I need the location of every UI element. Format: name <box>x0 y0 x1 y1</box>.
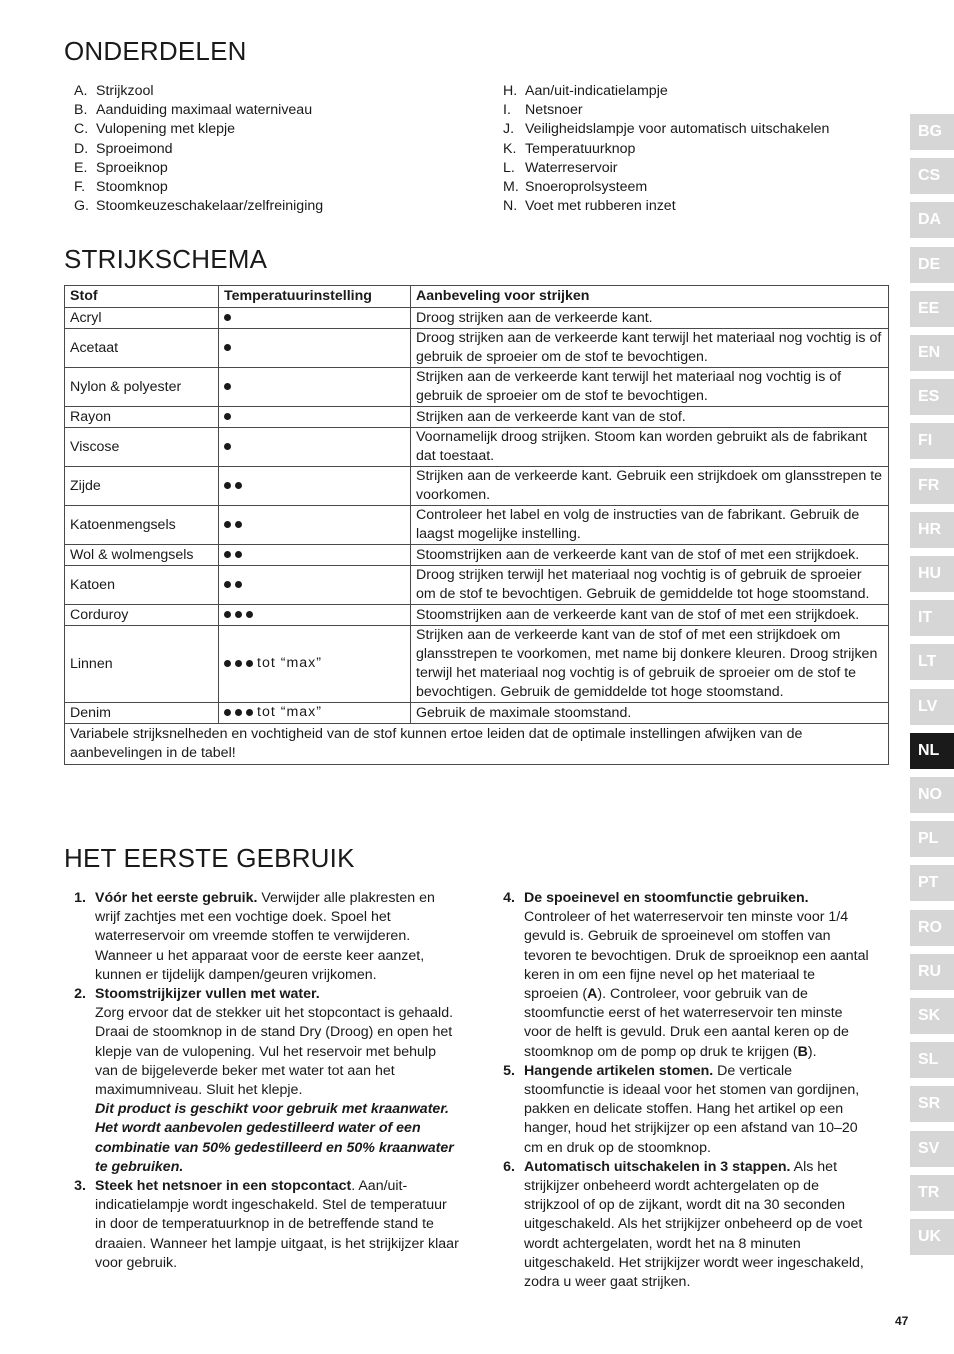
temperature-dot-icon <box>224 709 231 716</box>
parts-list-item <box>503 159 829 178</box>
temperature-cell <box>219 407 411 428</box>
temperature-dot-icon <box>235 709 242 716</box>
fabric-cell: Katoen <box>65 566 219 605</box>
table-row <box>65 329 889 368</box>
language-tab-sr[interactable]: SR <box>910 1086 954 1122</box>
language-tab-sv[interactable]: SV <box>910 1131 954 1167</box>
language-tab-cs[interactable]: CS <box>910 158 954 194</box>
step-body <box>95 889 459 985</box>
step-heading: Steek het netsnoer in een stopcontact <box>95 1178 352 1195</box>
language-tab-en[interactable]: EN <box>910 335 954 371</box>
step-number: 2. <box>74 986 86 1003</box>
language-tab-lt[interactable]: LT <box>910 644 954 680</box>
language-tab-lv[interactable]: LV <box>910 689 954 725</box>
table-row <box>65 703 889 724</box>
temperature-dot-icon <box>224 551 231 558</box>
header-advice: Aanbeveling voor strijken <box>411 286 889 308</box>
step-text: Als het strijkijzer onbeheerd wordt achtergelaten op de strijkzool of op de zijkant, wordt dit na 30 seconden uitgeschakeld. Als het strijkijzer onbeheerd op de voet wordt achtergelaten, wordt het na 8 minuten uitgeschakeld. Het strijkijzer wordt weer ingeschakeld, zodra u weer gaat strijken. <box>524 1158 864 1291</box>
language-tab-da[interactable]: DA <box>910 202 954 238</box>
temperature-dot-icon <box>235 611 242 618</box>
advice-cell: Stoomstrijken aan de verkeerde kant van de stof of met een strijkdoek. <box>411 605 889 626</box>
temperature-dot-icon <box>224 482 231 489</box>
table-row <box>65 407 889 428</box>
language-tab-tr[interactable]: TR <box>910 1175 954 1211</box>
parts-list-item <box>74 178 323 197</box>
instruction-step <box>493 1158 873 1292</box>
temperature-cell <box>219 566 411 605</box>
table-footnote: Variabele strijksnelheden en vochtigheid van de stof kunnen ertoe leiden dat de optimale instellingen afwijken van de aanbevelingen in de tabel! <box>65 724 889 765</box>
temperature-cell <box>219 308 411 329</box>
instruction-step <box>493 1062 873 1158</box>
language-tab-hu[interactable]: HU <box>910 556 954 592</box>
table-row <box>65 566 889 605</box>
part-name: Aanduiding maximaal waterniveau <box>96 102 313 119</box>
fabric-cell: Acryl <box>65 308 219 329</box>
part-name: Strijkzool <box>96 83 154 99</box>
step-number: 6. <box>503 1158 515 1175</box>
part-name: Temperatuurknop <box>525 140 636 157</box>
temperature-dot-icon <box>235 482 242 489</box>
part-name: Waterreservoir <box>525 159 618 176</box>
parts-list-item <box>74 101 323 120</box>
temperature-dot-icon <box>235 660 242 667</box>
step-text: Controleer of het waterreservoir ten minste voor 1/4 gevuld is. Gebruik de sproeinevel om stoffen van tevoren te bevochtigen. Druk de sproeiknop een aantal keren in om een fijne nevel op het materiaal te sproeien ( <box>524 909 869 1003</box>
parts-list-item <box>503 101 829 120</box>
fabric-cell: Viscose <box>65 428 219 467</box>
advice-cell: Droog strijken terwijl het materiaal nog vochtig is of gebruik de sproeier om de stof te bevochtigen. Gebruik de gemiddelde tot hoge stoomstand. <box>411 566 889 605</box>
temperature-dot-icon <box>224 581 231 588</box>
temperature-dot-icon <box>224 660 231 667</box>
parts-list-item <box>503 197 829 216</box>
parts-list-right <box>503 82 829 216</box>
parts-list-item <box>503 178 829 197</box>
part-name: Sproeimond <box>96 140 173 157</box>
part-name: Snoeroprolsysteem <box>525 179 648 196</box>
language-tab-bg[interactable]: BG <box>910 114 954 150</box>
table-row <box>65 545 889 566</box>
language-tab-sk[interactable]: SK <box>910 998 954 1034</box>
temperature-dot-icon <box>235 521 242 528</box>
temperature-cell <box>219 626 411 703</box>
parts-list-item <box>74 197 323 216</box>
step-text: ). <box>807 1043 817 1060</box>
part-name: Vulopening met klepje <box>96 121 236 138</box>
steps-right-column <box>493 889 873 1292</box>
step-number: 4. <box>503 890 515 906</box>
step-body <box>524 1062 873 1158</box>
temperature-cell <box>219 368 411 407</box>
steps-left-column <box>64 889 459 1273</box>
step-text: De verticale stoomfunctie is ideaal voor het stomen van gordijnen, pakken en delicate stoffen. Hang het artikel op een hanger, houd het strijkijzer op een afstand van 10–20 cm en druk op de stoomknop. <box>524 1062 860 1156</box>
language-tab-fi[interactable]: FI <box>910 423 954 459</box>
advice-cell: Strijken aan de verkeerde kant terwijl het materiaal nog vochtig is of gebruik de sproeier om de stof te bevochtigen. <box>411 368 889 407</box>
fabric-cell: Nylon & polyester <box>65 368 219 407</box>
step-body <box>524 889 873 1062</box>
step-text: Zorg ervoor dat de stekker uit het stopcontact is gehaald. Draai de stoomknop in de stand Dry (Droog) en open het klepje van de vulopening. Vul het reservoir met behulp van de bijgeleverde beker met water tot aan het maximumniveau. Sluit het klepje. <box>95 1005 454 1099</box>
fabric-cell: Denim <box>65 703 219 724</box>
header-temperature: Temperatuurinstelling <box>219 286 411 308</box>
advice-cell: Controleer het label en volg de instructies van de fabrikant. Gebruik de laagst mogelijke instelling. <box>411 506 889 545</box>
advice-cell: Strijken aan de verkeerde kant van de stof of met een strijkdoek om glansstrepen te voorkomen, met name bij donkere kleuren. Droog strijken terwijl het materiaal nog vochtig is of gebruik de sproeier om de stof te bevochtigen. Gebruik de gemiddelde tot hoge stoomstand. <box>411 626 889 703</box>
temperature-dot-icon <box>235 581 242 588</box>
temperature-dot-icon <box>246 709 253 716</box>
part-letter: M. <box>503 179 519 196</box>
table-row <box>65 467 889 506</box>
instruction-step <box>493 889 873 1062</box>
language-tab-de[interactable]: DE <box>910 247 954 283</box>
fabric-cell: Linnen <box>65 626 219 703</box>
language-tab-ru[interactable]: RU <box>910 954 954 990</box>
language-tab-no[interactable]: NO <box>910 777 954 813</box>
temperature-dot-icon <box>224 413 231 420</box>
table-row <box>65 506 889 545</box>
temperature-cell <box>219 329 411 368</box>
step-heading: Automatisch uitschakelen in 3 stappen. <box>524 1158 791 1175</box>
part-reference-a: A <box>587 986 598 1003</box>
part-letter: G. <box>74 198 89 215</box>
ironing-schema-table <box>64 285 889 765</box>
temperature-dot-icon <box>224 521 231 528</box>
temperature-dot-icon <box>224 443 231 450</box>
part-letter: B. <box>74 102 88 119</box>
step-note: Dit product is geschikt voor gebruik met kraanwater. Het wordt aanbevolen gedestilleerd water of een combinatie van 50% gedestilleerd en 50% kraanwater te gebruiken. <box>95 1101 454 1175</box>
temperature-dot-icon <box>235 551 242 558</box>
step-body <box>95 1177 459 1273</box>
instruction-step <box>64 1177 459 1273</box>
temperature-dot-icon <box>246 660 253 667</box>
table-row <box>65 368 889 407</box>
temperature-cell <box>219 605 411 626</box>
language-tab-fr[interactable]: FR <box>910 468 954 504</box>
language-tab-pl[interactable]: PL <box>910 821 954 857</box>
table-row <box>65 605 889 626</box>
temperature-max-label: tot “max” <box>257 655 322 672</box>
part-name: Sproeiknop <box>96 159 168 176</box>
language-tab-it[interactable]: IT <box>910 600 954 636</box>
parts-list-item <box>503 120 829 139</box>
language-tab-sl[interactable]: SL <box>910 1042 954 1078</box>
fabric-cell: Katoenmengsels <box>65 506 219 545</box>
part-name: Veiligheidslampje voor automatisch uitschakelen <box>525 121 830 138</box>
parts-list-item <box>503 82 829 101</box>
instruction-step <box>64 889 459 985</box>
part-letter: H. <box>503 83 518 99</box>
fabric-cell: Acetaat <box>65 329 219 368</box>
fabric-cell: Zijde <box>65 467 219 506</box>
temperature-dot-icon <box>224 383 231 390</box>
advice-cell: Gebruik de maximale stoomstand. <box>411 703 889 724</box>
advice-cell: Strijken aan de verkeerde kant. Gebruik een strijkdoek om glansstrepen te voorkomen. <box>411 467 889 506</box>
fabric-cell: Rayon <box>65 407 219 428</box>
part-letter: E. <box>74 159 88 176</box>
part-reference-b: B <box>797 1043 808 1060</box>
parts-list-item <box>74 82 323 101</box>
step-heading: De spoeinevel en stoomfunctie gebruiken. <box>524 890 809 906</box>
parts-title: ONDERDELEN <box>64 36 247 66</box>
page-number: 47 <box>895 1314 909 1328</box>
step-heading: Stoomstrijkijzer vullen met water. <box>95 986 320 1003</box>
step-body <box>95 985 459 1177</box>
part-letter: N. <box>503 198 518 215</box>
step-number: 5. <box>503 1062 515 1079</box>
temperature-cell <box>219 428 411 467</box>
temperature-dot-icon <box>246 611 253 618</box>
advice-cell: Droog strijken aan de verkeerde kant terwijl het materiaal nog vochtig is of gebruik de sproeier om de stof te bevochtigen. <box>411 329 889 368</box>
part-name: Aan/uit-indicatielampje <box>525 83 668 99</box>
parts-list-item <box>503 140 829 159</box>
step-heading: Hangende artikelen stomen. <box>524 1062 714 1079</box>
schema-title: STRIJKSCHEMA <box>64 244 268 274</box>
step-text: . Aan/uit-indicatielampje wordt ingeschakeld. Stel de temperatuur in door de temperatuurknop in de betreffende stand te draaien. Wanneer het lampje uitgaat, is het strijkijzer klaar voor gebruik. <box>95 1178 459 1271</box>
advice-cell: Voornamelijk droog strijken. Stoom kan worden gebruikt als de fabrikant dat toestaat. <box>411 428 889 467</box>
language-tab-hr[interactable]: HR <box>910 512 954 548</box>
language-tab-ee[interactable]: EE <box>910 291 954 327</box>
parts-list-item <box>74 120 323 139</box>
language-tab-es[interactable]: ES <box>910 379 954 415</box>
parts-list-left <box>74 82 323 216</box>
fabric-cell: Wol & wolmengsels <box>65 545 219 566</box>
step-text: Verwijder alle plakresten en wrijf zachtjes met een vochtige doek. Spoel het waterreservoir om vreemde stoffen te verwijderen. Wanneer u het apparaat voor de eerste keer aanzet, kunnen er tijdelijk dampen/geuren vrijkomen. <box>95 890 435 983</box>
first-use-title: HET EERSTE GEBRUIK <box>64 843 355 873</box>
table-row <box>65 308 889 329</box>
language-tab-pt[interactable]: PT <box>910 865 954 901</box>
language-tab-ro[interactable]: RO <box>910 910 954 946</box>
temperature-dot-icon <box>224 611 231 618</box>
part-letter: A. <box>74 83 88 99</box>
step-text: ). Controleer, voor gebruik van de stoomfunctie eerst of het waterreservoir ten minste voor de helft is gevuld. Druk een aantal keren op de stoomknop om de pomp op druk te krijgen ( <box>524 986 849 1060</box>
temperature-max-label: tot “max” <box>257 704 322 721</box>
step-number: 1. <box>74 890 86 906</box>
temperature-cell <box>219 506 411 545</box>
step-body <box>524 1158 873 1292</box>
temperature-dot-icon <box>224 344 231 351</box>
advice-cell: Droog strijken aan de verkeerde kant. <box>411 308 889 329</box>
advice-cell: Strijken aan de verkeerde kant van de stof. <box>411 407 889 428</box>
table-footnote-row <box>65 724 889 765</box>
temperature-cell <box>219 703 411 724</box>
instruction-step <box>64 985 459 1177</box>
part-name: Voet met rubberen inzet <box>525 198 676 215</box>
table-row <box>65 428 889 467</box>
step-number: 3. <box>74 1178 86 1195</box>
table-row <box>65 626 889 703</box>
parts-list-item <box>74 159 323 178</box>
part-letter: F. <box>74 179 86 196</box>
fabric-cell: Corduroy <box>65 605 219 626</box>
part-letter: L. <box>503 159 515 176</box>
part-letter: I. <box>503 102 511 119</box>
header-fabric: Stof <box>65 286 219 308</box>
temperature-cell <box>219 467 411 506</box>
part-name: Stoomkeuzeschakelaar/zelfreiniging <box>96 198 324 215</box>
language-tab-nl[interactable]: NL <box>910 733 954 769</box>
temperature-dot-icon <box>224 314 231 321</box>
language-tab-uk[interactable]: UK <box>910 1219 954 1255</box>
part-name: Stoomknop <box>96 179 168 196</box>
parts-list-item <box>74 140 323 159</box>
part-letter: K. <box>503 140 517 157</box>
part-letter: C. <box>74 121 89 138</box>
part-letter: D. <box>74 140 89 157</box>
part-name: Netsnoer <box>525 102 583 119</box>
part-letter: J. <box>503 121 515 138</box>
table-header-row <box>65 286 889 308</box>
advice-cell: Stoomstrijken aan de verkeerde kant van de stof of met een strijkdoek. <box>411 545 889 566</box>
step-heading: Vóór het eerste gebruik. <box>95 890 258 906</box>
temperature-cell <box>219 545 411 566</box>
